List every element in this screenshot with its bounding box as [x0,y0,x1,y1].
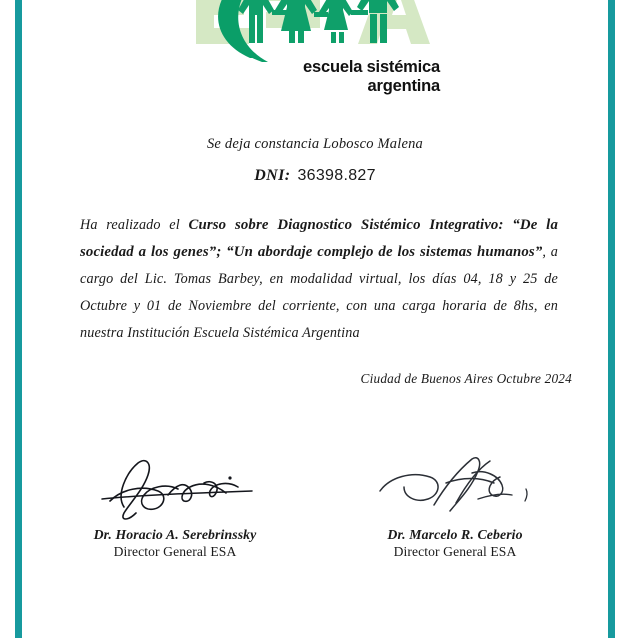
logo-wordmark-line2: argentina [367,77,440,95]
recipient-block [22,136,608,185]
signature-left [50,455,300,560]
signatory-role-right: Director General ESA [393,544,517,559]
signature-mark-right [330,455,580,527]
certificate-body [80,212,558,347]
signatory-name-right: Dr. Marcelo R. Ceberio [387,527,523,542]
body-continuation: , a cargo del Lic. Tomas Barbey, en modalidad virtual, los días 04, 18 y 25 de Octubre y 01 de Noviembre del corriente, con una carga horaria de 8hs, en nuestra Institución Escuela Sistémica Argentina [80,244,558,341]
body-course-title: Curso sobre Diagnostico Sistémico Integrativo: “De la sociedad a los genes”; “Un abordaje complejo de los sistemas humanos” [80,217,558,260]
dni-label: DNI: [254,167,291,184]
dni-value: 36398.827 [297,167,376,184]
logo-wordmark [190,58,440,96]
certificate-sheet [22,0,608,640]
place-and-date: Ciudad de Buenos Aires Octubre 2024 [360,371,572,386]
logo-wordmark-line1: escuela sistémica [303,58,440,76]
signature-right [330,455,580,560]
handwritten-signature-icon [80,455,270,527]
organization-logo [22,0,608,105]
frame-rule-right [608,0,615,638]
body-intro: Ha realizado el [80,217,189,233]
signature-block [22,455,608,560]
signatory-role-left: Director General ESA [113,544,237,559]
recipient-statement: Se deja constancia Lobosco Malena [206,136,423,152]
recipient-dni [22,167,608,185]
signatory-name-left: Dr. Horacio A. Serebrinssky [93,527,257,542]
signature-mark-left [50,455,300,527]
handwritten-signature-icon [360,455,550,527]
frame-rule-left [15,0,22,638]
